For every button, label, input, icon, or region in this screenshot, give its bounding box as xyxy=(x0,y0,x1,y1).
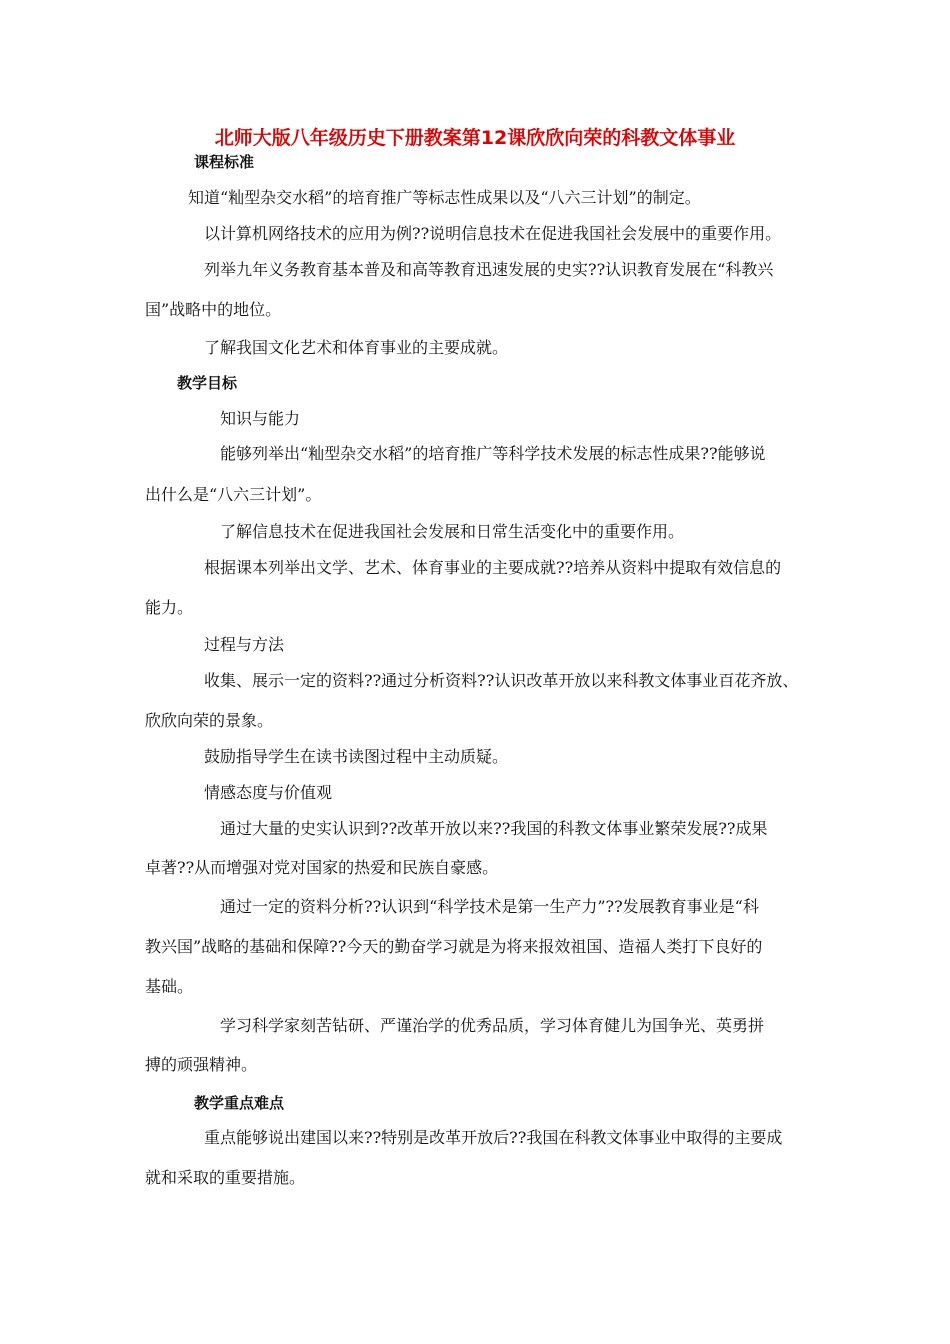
subheading-attitude-values: 情感态度与价值观 xyxy=(204,783,333,802)
paragraph-continuation: 能力。 xyxy=(145,598,194,617)
paragraph: 鼓励指导学生在读书读图过程中主动质疑。 xyxy=(204,747,509,766)
subheading-process-method: 过程与方法 xyxy=(204,635,285,654)
paragraph-continuation: 卓著??从而增强对党对国家的热爱和民族自豪感。 xyxy=(145,858,499,877)
paragraph-continuation: 就和采取的重要措施。 xyxy=(145,1168,306,1187)
paragraph-continuation: 欣欣向荣的景象。 xyxy=(145,711,274,730)
paragraph: 学习科学家刻苦钻研、严谨治学的优秀品质，学习体育健儿为国争光、英勇拼 xyxy=(220,1016,765,1035)
paragraph: 能够列举出“籼型杂交水稻”的培育推广等科学技术发展的标志性成果??能够说 xyxy=(220,444,766,463)
paragraph-continuation: 出什么是“八六三计划”。 xyxy=(145,485,322,504)
subheading-knowledge-ability: 知识与能力 xyxy=(220,409,301,428)
document-title: 北师大版八年级历史下册教案第12课欣欣向荣的科教文体事业 xyxy=(214,127,736,149)
paragraph: 列举九年义务教育基本普及和高等教育迅速发展的史实??认识教育发展在“科教兴 xyxy=(204,260,774,279)
paragraph: 根据课本列举出文学、艺术、体育事业的主要成就??培养从资料中提取有效信息的 xyxy=(204,558,782,577)
paragraph-continuation: 教兴国”战略的基础和保障??今天的勤奋学习就是为将来报效祖国、造福人类打下良好的 xyxy=(145,937,763,956)
paragraph: 了解信息技术在促进我国社会发展和日常生活变化中的重要作用。 xyxy=(220,522,685,541)
paragraph: 重点能够说出建国以来??特别是改革开放后??我国在科教文体事业中取得的主要成 xyxy=(204,1128,783,1147)
paragraph: 了解我国文化艺术和体育事业的主要成就。 xyxy=(204,338,509,357)
paragraph-continuation: 搏的顽强精神。 xyxy=(145,1055,258,1074)
paragraph: 收集、展示一定的资料??通过分析资料??认识改革开放以来科教文体事业百花齐放、 xyxy=(204,671,799,690)
paragraph-continuation: 国”战略中的地位。 xyxy=(145,300,282,319)
paragraph: 通过大量的史实认识到??改革开放以来??我国的科教文体事业繁荣发展??成果 xyxy=(220,819,768,838)
heading-key-points: 教学重点难点 xyxy=(194,1094,285,1112)
paragraph: 以计算机网络技术的应用为例??说明信息技术在促进我国社会发展中的重要作用。 xyxy=(204,224,782,243)
paragraph-continuation: 基础。 xyxy=(145,977,194,996)
paragraph: 通过一定的资料分析??认识到“科学技术是第一生产力”??发展教育事业是“科 xyxy=(220,897,759,916)
paragraph: 知道“籼型杂交水稻”的培育推广等标志性成果以及“八六三计划”的制定。 xyxy=(188,188,701,207)
heading-teaching-goals: 教学目标 xyxy=(177,374,238,392)
heading-course-standard: 课程标准 xyxy=(194,153,255,171)
